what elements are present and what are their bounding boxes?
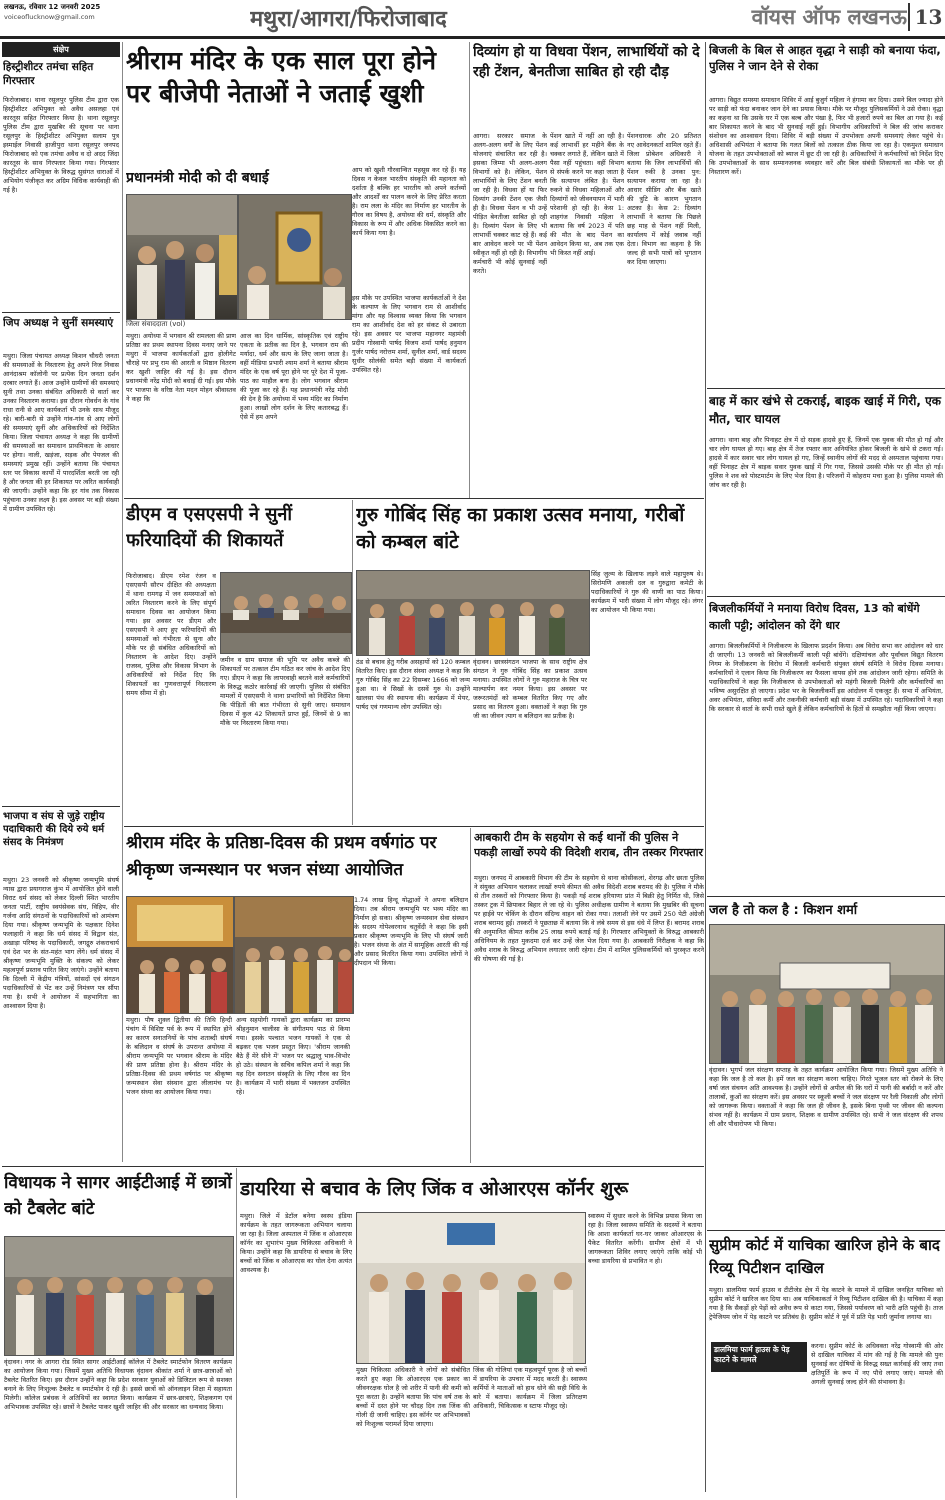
virodh-body: आगरा। बिजलीकर्मियों ने निजीकरण के खिलाफ प्रदर्शन किया। अब विरोध सभा कर आंदोलन को धार दी जाएगी। 13 जनवरी को बिजलीकर्मी काली पट्टी बांधेंगे। दक्षिणांचल और पूर्वांचल विद्युत वितरण निगम के निजीकरण के विरोध में बिजली कर्मचारी संयुक्त संघर्ष समिति ने विरोध दिवस मनाया। कर्मचारियों ने एलान किया कि निजीकरण का फैसला वापस होने तक आंदोलन जारी रहेगा। समिति के पदाधिकारियों ने कहा कि निजीकरण से उपभोक्ताओं को महंगी बिजली मिलेगी और कर्मचारियों का भविष्य असुरक्षित हो जाएगा। प्रदेश भर के बिजलीकर्मी इस आंदोलन में एकजुट हैं। सभा में अभियंता, अवर अभियंता, संविदा कर्मी और तकनीकी कर्मचारी बड़ी संख्या में उपस्थित रहे। पदाधिकारियों ने कहा कि सरकार से वार्ता के सभी रास्ते खुले हैं लेकिन कर्मचारियों के हितों से समझौता नहीं किया जाएगा। [709,642,943,713]
diarrhea-col1: मथुरा। जिले में डेटॉल बनेगा स्वस्थ इंडिया कार्यक्रम के तहत जागरूकता अभियान चलाया जा रहा है। जिला अस्पताल में जिंक व ओआरएस कॉर्नर का शुभारंभ मुख्य चिकित्सा अधिकारी ने किया। उन्होंने कहा कि डायरिया से बचाव के लिए बच्चों को जिंक व ओआरएस का घोल देना अत्यंत आवश्यक है। [240,1212,352,1274]
vidhayak-body: वृंदावन। नगर के आगरा रोड स्थित सागर आईटीआई कॉलेज में टैबलेट स्मार्टफोन वितरण कार्यक्रम का आयोजन किया गया। जिसमें मुख्य अतिथि विधायक वृंदावन श्रीकांत शर्मा ने छात्र-छात्राओं को टैबलेट वितरित किए। इस दौरान उन्होंने कहा कि प्रदेश सरकार युवाओं को डिजिटल रूप से सशक्त बनाने के लिए निःशुल्क टैबलेट व स्मार्टफोन दे रही है। इससे छात्रों को ऑनलाइन शिक्षा में सहायता मिलेगी। कॉलेज प्रबंधक ने अतिथियों का स्वागत किया। कार्यक्रम में छात्र-छात्राएं, शिक्षकगण एवं अभिभावक उपस्थित रहे। छात्रों ने टैबलेट पाकर खुशी जाहिर की और सरकार का धन्यवाद किया। [4,1358,232,1411]
jal-photo [709,924,945,1064]
lead-photo-right [238,194,352,320]
vidhayak-headline: विधायक ने सागर आईटीआई में छात्रों को टैबलेट बांटे [4,1173,232,1219]
diarrhea-col4: स्वास्थ्य में सुधार करने के विभिन्न प्रयास किया जा रहा है। जिला स्वास्थ्य समिति के सदस्यों ने बताया कि आशा कार्यकर्ता घर-घर जाकर ओआरएस के पैकेट वितरित करेंगी। ग्रामीण क्षेत्रों में भी जागरूकता शिविर लगाए जाएंगे ताकि कोई भी बच्चा डायरिया से प्रभावित न हो। [588,1212,702,1265]
devotees-photo [235,897,353,1013]
page-number: 13 [914,5,943,29]
dm-col2: जमीन व ग्राम समाज की भूमि पर अवैध कब्जे की शिकायतों पर तत्काल टीम गठित कर जांच के आदेश दिए गए। डीएम ने कहा कि लापरवाही बरतने वाले कर्मचारियों के विरुद्ध कठोर कार्रवाई की जाएगी। पुलिस से संबंधित मामलों में एसएसपी ने थाना प्रभारियों को निर्देशित किया कि पीड़ितों की बात गंभीरता से सुनी जाए। समाधान दिवस में कुल 42 शिकायतें प्राप्त हुईं, जिनमें से 9 का मौके पर निस्तारण किया गया। [220,656,350,727]
brief-3-body: मथुरा। 23 जनवरी को श्रीकृष्ण जन्मभूमि संघर्ष न्यास द्वारा प्रयागराज कुंभ में आयोजित होने वाली विराट धर्म संसद को लेकर दिल्ली स्थित भारतीय जनता पार्टी, राष्ट्रीय स्वयंसेवक संघ, विहिप, वीर गर्जना आदि संगठनों के पदाधिकारियों को आमंत्रण दिया गया। श्रीकृष्ण जन्मभूमि के पक्षकार दिनेश फलाहारी ने कहा कि धर्म संसद में विद्वान संत, अखाड़ा परिषद के पदाधिकारी, जगद्गुरु शंकराचार्य एवं देश भर के संत-महंत भाग लेंगे। धर्म संसद में श्रीकृष्ण जन्मभूमि मुक्ति के संकल्प को लेकर महत्वपूर्ण प्रस्ताव पारित किए जाएंगे। उन्होंने बताया कि दिल्ली में केंद्रीय मंत्रियों, सांसदों एवं संगठन पदाधिकारियों से भेंट कर उन्हें निमंत्रण पत्र सौंपा गया है। सभी ने आयोजन में सहभागिता का आश्वासन दिया है। [3,876,119,1010]
diarrhea-col1b [240,1366,352,1496]
lead-col2-text: आज का दिन धार्मिक, सांस्कृतिक एवं राष्ट्रीय एकता के प्रतीक का दिन है, भगवान राम की मर्यादा, धर्म और सत्य के लिए जाना जाता है। वहीं मीडिया प्रभारी श्याम शर्मा ने बताया श्रीराम मंदिर के एक वर्ष पूरा होने पर पूरे देश में पूजा-पाठ का माहौल बना है। लोग भगवान श्रीराम की पूजा कर रहे हैं। यह प्रधानमंत्री नरेंद्र मोदी की देन है कि अयोध्या में भव्य मंदिर का निर्माण हुआ। लाखों लोग दर्शन के लिए कतारबद्ध हैं। ऐसे में हम अपने [240,332,348,421]
brief-label: संक्षेप [2,42,120,57]
accident-body: आगरा। थाना बाह और पिनाहट क्षेत्र में दो सड़क हादसे हुए हैं, जिनमें एक युवक की मौत हो गई और चार लोग घायल हो गए। बाह क्षेत्र में तेज रफ्तार कार अनियंत्रित होकर बिजली के खंभे से टकरा गई। हादसे में कार सवार चार लोग घायल हो गए, जिन्हें स्थानीय लोगों की मदद से अस्पताल पहुंचाया गया। वहीं पिनाहट क्षेत्र में बाइक सवार युवक खाई में गिर गया, जिससे उसकी मौके पर ही मौत हो गई। पुलिस ने शव को पोस्टमार्टम के लिए भेज दिया है। परिजनों में कोहराम मचा हुआ है। पुलिस मामले की जांच कर रही है। [709,436,943,489]
guru-col3: सिंह जुल्म के खिलाफ लड़ने वाले महापुरुष थे। सिरोमणि अकाली दल व गुरुद्वारा कमेटी के पदाधिकारियों ने गुरु की वाणी का पाठ किया। कार्यक्रम में भारी संख्या में लोग मौजूद रहे। लंगर का आयोजन भी किया गया। [591,570,703,614]
column-rule [122,42,123,1162]
divider [707,596,945,597]
lead-headline: श्रीराम मंदिर के एक साल पूरा होने पर बीजेपी नेताओं ने जताई खुशी [126,46,437,108]
divider [707,1230,945,1231]
column-rule [705,42,706,1492]
ors-corner-photo [357,1213,585,1363]
divyang-headline: दिव्यांग हो या विधवा पेंशन, लाभार्थियों को दे रही टेंशन, बेनतीजा साबित हो रही दौड़ [473,44,700,80]
pratishtha-col1: मथुरा। पौष शुक्ल द्वितीया की तिथि हिन्दी पंचांग में विशिष्ट पर्व के रूप में स्थापित होने का कारण सनातनियों के पांच शताब्दी संघर्ष के बलिदान व संघर्ष के उपरान्त अयोध्या में श्रीराम जन्मभूमि पर भगवान श्रीराम के मंदिर की प्राण प्रतिष्ठा होना है। श्रीराम मंदिर के प्रतिष्ठा-दिवस की प्रथम वर्षगांठ पर श्रीकृष्ण जन्मस्थान सेवा संस्थान द्वारा लीलामंच पर भजन संध्या का आयोजन किया गया। [126,1016,232,1096]
tablet-distribution-photo [5,1237,233,1355]
brief-1-title: हिस्ट्रीशीटर तमंचा सहित गिरफ्तार [3,61,94,87]
divider [124,498,704,499]
lead-subhead: प्रधानमंत्री मोदी को दी बधाई [126,170,269,186]
dm-photo [220,572,352,654]
supreme-highlight-box: डालमिया फार्म हाउस के पेड़ काटने के मामले [711,1342,807,1372]
abkari-headline: आबकारी टीम के सहयोग से कई थानों की पुलिस ने पकड़ी लाखों रुपये की विदेशी शराब, तीन तस्कर गिरफ्तार [474,831,703,859]
brief-3-title: भाजपा व संघ से जुड़े राष्ट्रीय पदाधिकारी की दिये रुये धर्म संसद के निमंत्रण [3,811,105,848]
divider [2,806,120,807]
dm-meeting-photo [221,573,351,653]
guru-photo [356,570,590,656]
diarrhea-photo [356,1212,586,1364]
date-block [4,2,134,30]
bijli-body: आगरा। विद्युत समस्या समाधान शिविर में आई बुजुर्ग महिला ने हंगामा कर दिया। उसने बिल ज्यादा होने पर साड़ी को फंदा बनाकर जान देने का प्रयास किया। मौके पर मौजूद पुलिसकर्मियों ने उसे रोका। वृद्धा का कहना था कि उसके घर में एक बल्ब और पंखा है, फिर भी हजारों रुपये का बिल आ गया है। कई बार शिकायत करने के बाद भी सुनवाई नहीं हुई। विभागीय अधिकारियों ने बिल की जांच कराकर संशोधन का आश्वासन दिया। शिविर में बड़ी संख्या में उपभोक्ता अपनी समस्याएं लेकर पहुंचे थे। अधिशासी अभियंता ने बताया कि गलत बिलों को तत्काल ठीक किया जा रहा है। एकमुश्त समाधान योजना के तहत उपभोक्ताओं को ब्याज में छूट दी जा रही है। अधिकारियों ने कर्मचारियों को निर्देश दिए कि उपभोक्ताओं के साथ सम्मानजनक व्यवहार करें और बिल संबंधी शिकायतों का मौके पर ही निस्तारण करें। [709,96,943,176]
lead-photo [126,194,238,320]
lead-main-text: मथुरा। अयोध्या में भगवान श्री रामलला की प्राण प्रतिष्ठा का प्रथम स्थापना दिवस मनाए जाने पर मथुरा में भाजपा कार्यकर्ताओं द्वारा होलीगेट चौराहे पर प्रभु राम की आरती व मिष्ठान वितरण कर खुशी जाहिर की गई है। इस दौरान प्रधानमंत्री नरेंद्र मोदी को बधाई दी गई। इस मौके पर भाजपा के वरिष्ठ नेता मदन मोहन श्रीवास्तव ने कहा कि [126,332,236,403]
divider [707,896,945,897]
pratishtha-col3: 1.74 लाख हिन्दू योद्धाओं ने अपना बलिदान दिया। तब श्रीराम जन्मभूमि पर भव्य मंदिर का निर्माण हो सका। श्रीकृष्ण जन्मस्थान सेवा संस्थान के सदस्य गोपेश्वरनाथ चतुर्वेदी ने कहा कि इसी प्रकार श्रीकृष्ण जन्मभूमि के लिए भी संघर्ष जारी है। भजन संध्या के अंत में सामूहिक आरती की गई और प्रसाद वितरित किया गया। उपस्थित लोगों ने दीपदान भी किया। [354,896,468,967]
divider [2,312,120,313]
email-text: voiceoflucknow@gmail.com [4,13,95,21]
paper-name: वॉयस ऑफ लखनऊ [751,4,907,29]
bhajan-stage-photo [127,897,233,1013]
guru-col1: ठंड से बचाव हेतु गरीब असहायों को 120 कम्बल वितरित किए। इस दौरान संस्था अध्यक्ष ने कहा कि गुरु गोबिंद सिंह का 22 दिसम्बर 1666 को जन्म हुआ था। वे सिखों के दसवें गुरु थे। उन्होंने खालसा पंथ की स्थापना की। कार्यक्रम में मेयर, पार्षद एवं गणमान्य लोग उपस्थित रहे। [356,658,470,711]
supreme-body2: करना। सुप्रीम कोर्ट के अधिवक्ता नरेंद्र गोस्वामी की ओर से दाखिल याचिका में मांग की गई है कि मामले की पुनः सुनवाई कर दोषियों के विरुद्ध सख्त कार्रवाई की जाए तथा क्षतिपूर्ति के रूप में नए पौधे लगाए जाएं। मामले की अगली सुनवाई जल्द होने की संभावना है। [811,1342,943,1386]
ram-portrait-photo [239,195,351,319]
lead-col3-text: इस मौके पर उपस्थित भाजपा कार्यकर्ताओं ने देश के कल्याण के लिए भगवान राम से आशीर्वाद मांगा और यह विश्वास व्यक्त किया कि भगवान राम का आशीर्वाद देश को हर संकट से उबारता रहे। इस अवसर पर भाजपा महानगर महामंत्री प्रदीप गोस्वामी पार्षद विजय शर्मा पार्षद हनुमान गुर्जर पार्षद नरोत्तम शर्मा, सुनील शर्मा, वार्ड सदस्य सुधीर सोलंकी समेत बड़ी संख्या में कार्यकर्ता उपस्थित रहे। [352,294,466,374]
supreme-body3 [709,1376,807,1496]
masthead-separator [908,3,910,31]
divyang-col3: पेंशनधारक और 20 प्रतिशत नए आवेदनकर्ता शामिल रहते हैं। जिला प्रोबेशन अधिकारी ने बताया कि जिन लाभार्थियों की पेंशन रुकी है उनका पुन: सत्यापन कराया जा रहा है। आधार सीडिंग और बैंक खाते की त्रुटि के कारण भुगतान अटका है। केस 2: दिव्यांग लाभार्थी ने बताया कि पिछले छह माह से पेंशन नहीं मिली, कार्यालय में कोई जवाब नहीं देता। विभाग का कहना है कि जल्द ही सभी पात्रों को भुगतान कर दिया जाएगा। [627,132,701,266]
divyang-col1: आगरा। सरकार समाज के अलग-अलग वर्गों के लिए पेंशन योजनाएं संचालित कर रही है। इसका जिम्मा भी अलग-अलग विभागों को है। लेकिन, पेंशन लाभार्थियों के लिए टेंशन बनती जा रही है। विधवा हों या फिर दिव्यांग उनकी टेंशन एक जैसी ही है। विधवा पेंशन व भी उन्हें पीड़ित बेनतीजा साबित हो रही है। दिव्यांग पेंशन के लिए भी लाभार्थी चक्कर काट रहे हैं। कई बार आवेदन करने पर भी पेंशन स्वीकृत नहीं हो रही है। विभागीय कर्मचारी भी कोई सुनवाई नहीं करते। [473,132,547,275]
vidhayak-photo [4,1236,234,1356]
pratishtha-headline: श्रीराम मंदिर के प्रतिष्ठा-दिवस की प्रथम वर्षगांठ पर श्रीकृष्ण जन्मस्थान पर भजन संध्या आयोजित [126,833,437,880]
pratishtha-photo [126,896,234,1014]
jal-body: वृंदावन। भूगर्भ जल संरक्षण सप्ताह के तहत कार्यक्रम आयोजित किया गया। जिसमें मुख्य अतिथि ने कहा कि जल है तो कल है। हमें जल का संरक्षण करना चाहिए। गिरते भूजल स्तर को रोकने के लिए वर्षा जल संचयन अति आवश्यक है। उन्होंने लोगों से अपील की कि घरों में पानी की बर्बादी न करें और तालाबों, कुओं का संरक्षण करें। इस अवसर पर स्कूली बच्चों ने जल संरक्षण पर रैली निकाली और लोगों को जागरूक किया। वक्ताओं ने कहा कि जल ही जीवन है, इसके बिना पृथ्वी पर जीवन की कल्पना संभव नहीं है। कार्यक्रम में ग्राम प्रधान, शिक्षक व ग्रामीण उपस्थित रहे। सभी ने जल संरक्षण की शपथ ली और पौधारोपण भी किया। [709,1066,943,1128]
brief-2-body: मथुरा। जिला पंचायत अध्यक्ष किशन चौधरी जनता की समस्याओं के निस्तारण हेतु अपने निज निवास आनंदाश्रम कॉलोनी पर प्रत्येक दिन जनता दर्शन दरबार लगाते हैं। आज उन्होंने ग्रामीणों की समस्याएं सुनी तथा उनका संबंधित अधिकारी से वार्ता कर उनका निस्तारण कराया। इस दौरान गोवर्धन के गांव राधा रानी से आए कार्यकर्ता भी उनके साथ मौजूद रहे। बारी-बारी से उन्होंने गांव-गांव से आए लोगों की समस्याएं सुनीं और अधिकारियों को निर्देशित किया। जिला पंचायत अध्यक्ष ने कहा कि ग्रामीणों की समस्याओं का समाधान प्राथमिकता के आधार पर होगा। नाली, खड़ंजा, सड़क और पेयजल की समस्याएं प्रमुख रहीं। उन्होंने बताया कि पंचायत स्तर पर विकास कार्यों में पारदर्शिता बरती जा रही है और जनता की हर शिकायत पर त्वरित कार्यवाही की जाएगी। उन्होंने कहा कि हर गांव तक विकास पहुंचाना उनका लक्ष्य है। इस अवसर पर बड़ी संख्या में ग्रामीण उपस्थित रहे। [3,352,119,513]
diarrhea-col2: मुख्य चिकित्सा अधिकारी ने लोगों को संबोधित करते हुए कहा कि ओआरएस एक प्रकार का जीवनरक्षक घोल है जो शरीर में पानी की कमी को पूरा करता है। उन्होंने बताया कि पांच वर्ष तक के बच्चों में दस्त होने पर चौदह दिन तक जिंक की गोली दी जानी चाहिए। इस कॉर्नर पर अभिभावकों को निःशुल्क परामर्श दिया जाएगा। [356,1366,470,1428]
accident-headline: बाह में कार खंभे से टकराई, बाइक खाई में गिरी, एक मौत, चार घायल [709,394,941,426]
masthead-rule [0,36,945,39]
brief-1-body: फिरोजाबाद। थाना रसूलपुर पुलिस टीम द्वारा एक हिस्ट्रीशीटर अभियुक्त को अवैध असलहा एवं कारतूस सहित गिरफ्तार किया है। थाना रसूलपुर पुलिस टीम द्वारा मुखबिर की सूचना पर थाना रसूलपुर के हिस्ट्रीशीटर अभियुक्त सलाम पुत्र इस्माईल निवासी हाजीपुरा थाना रसूलपुर जनपद फिरोजाबाद को एक तमंचा अवैध व दो अदद जिंदा कारतूस के साथ गिरफ्तार किया गया। गिरफ्तार हिस्ट्रीशीटर अभियुक्त के विरुद्ध सुसंगत धाराओं में अभियोग पंजीकृत कर अग्रिम विधिक कार्यवाही की गई है। [3,96,119,194]
divider [124,826,704,827]
supreme-headline: सुप्रीम कोर्ट में याचिका खारिज होने के बाद रिव्यू पिटीशन दाखिल [709,1236,940,1277]
guru-col2: वृंदावन। छात्रसंगठन भाजपा के साथ राष्ट्रीय क्षेत्र संगठन ने गुरु गोबिंद सिंह का प्रकाश उत्सव मनाया। उपस्थित लोगों ने गुरु महाराज के चित्र पर माल्यार्पण कर नमन किया। इस अवसर पर जरूरतमंदों को कम्बल वितरित किए गए और प्रसाद का वितरण हुआ। वक्ताओं ने कहा कि गुरु जी का जीवन त्याग व बलिदान का प्रतीक है। [473,658,587,720]
bijli-headline: बिजली के बिल से आहत वृद्धा ने साड़ी को बनाया फंदा, पुलिस ने जान देने से रोका [709,43,941,73]
lead-col1-text: आप को खुशी गौरवान्वित महसूस कर रहे हैं। यह दिवस न केवल भारतीय संस्कृति की महानता को दर्शाता है बल्कि हर भारतीय को अपने कर्तव्यों और आदर्शों का पालन करने के लिए प्रेरित करता है। राम लला के मंदिर का निर्माण हर भारतीय के गौरव का विषय है, अयोध्या की धर्म, संस्कृति और विकास के रूप में और अधिक विकसित करने का कार्य किया गया है। [352,166,466,237]
guru-headline: गुरु गोबिंद सिंह का प्रकाश उत्सव मनाया, गरीबों को कम्बल बांटे [356,504,685,553]
column-rule [469,42,470,498]
section-title: मथुरा/आगरा/फिरोजाबाद [250,6,447,32]
dm-col1: फिरोजाबाद। डीएम रमेश रंजन व एसएसपी सौरभ दीक्षित की अध्यक्षता में थाना रामगढ़ में जन समस्याओं को त्वरित निस्तारण करने के लिए संपूर्ण समाधान दिवस का आयोजन किया गया। इस अवसर पर डीएम और एसएसपी ने आए हुए फरियादियों की समस्याओं को गंभीरता से सुना और मौके पर ही संबंधित अधिकारियों को निस्तारण के आदेश दिए। उन्होंने राजस्व, पुलिस और विकास विभाग के अधिकारियों को निर्देश दिए कि शिकायतों का गुणवत्तापूर्ण निस्तारण समय सीमा में हो। [126,572,216,697]
pratishtha-col2: अन्य सहयोगी गायकों द्वारा कार्यक्रम का प्रारम्भ श्रीहनुमान चालीसा के संगीतमय पाठ से किया गया। इसके पश्चात भजन गायकों ने एक से बढ़कर एक भजन प्रस्तुत किए। 'श्रीराम जानकी बैठे हैं मेरे सीने में' भजन पर श्रद्धालु भाव-विभोर हो उठे। संस्थान के सचिव कपिल शर्मा ने कहा कि यह दिन सनातन संस्कृति के लिए गौरव का दिन है। कार्यक्रम में भारी संख्या में भक्तजन उपस्थित रहे। [236,1016,350,1096]
column-rule [470,828,471,1163]
lead-photo-caption: जिला संवाददाता (vol) [126,320,186,328]
divyang-col2: पेंशन खाते में नहीं आ रही है। कई लाभार्थी हर महीने बैंक के चक्कर लगाते हैं, लेकिन खाते में पैसा नहीं पहुंचता। वहीं विभाग से संपर्क करने पर कहा जाता है कि सत्यापन लंबित है। पेंशन रुकने से विधवा महिलाओं और दिव्यांगों को जीवनयापन में भारी परेशानी हो रही है। केस 1: शाहगंज निवासी महिला ने बताया कि वर्ष 2023 में पति की मौत के बाद पेंशन का आवेदन किया था, अब तक एक भी किस्त नहीं आई। [550,132,624,257]
virodh-headline: बिजलीकर्मियों ने मनाया विरोध दिवस, 13 को बांधेंगे काली पट्टी; आंदोलन को देंगे धार [709,602,920,632]
brief-2-title: जिप अध्यक्ष ने सुनीं समस्याएं [3,317,114,329]
column-rule [236,1168,237,1498]
dm-headline: डीएम व एसएसपी ने सुनीं फरियादियों की शिकायतें [126,504,293,551]
blanket-distribution-photo [357,571,589,655]
jal-headline: जल है तो कल है : किशन शर्मा [709,903,858,918]
abkari-body: मथुरा। जनपद में आबकारी विभाग की टीम के सहयोग से थाना कोसीकलां, शेरगढ़ और छाता पुलिस ने संयुक्त अभियान चलाकर लाखों रुपये कीमत की अवैध विदेशी शराब बरामद की है। पुलिस ने मौके से तीन तस्करों को गिरफ्तार किया है। पकड़ी गई शराब हरियाणा प्रांत में बिक्री हेतु निर्मित थी, जिसे तस्कर ट्रक में छिपाकर बिहार ले जा रहे थे। पुलिस अधीक्षक ग्रामीण ने बताया कि मुखबिर की सूचना पर हाईवे पर चेकिंग के दौरान संदिग्ध वाहन को रोका गया। तलाशी लेने पर उसमें 250 पेटी अंग्रेजी शराब बरामद हुई। तस्करों ने पूछताछ में बताया कि वे लंबे समय से इस धंधे में लिप्त हैं। बरामद शराब की अनुमानित कीमत करीब 25 लाख रुपये बताई गई है। गिरफ्तार अभियुक्तों के विरुद्ध आबकारी अधिनियम के तहत मुकदमा दर्ज कर उन्हें जेल भेज दिया गया है। आबकारी निरीक्षक ने कहा कि अवैध शराब के विरुद्ध अभियान लगातार जारी रहेगा। टीम में शामिल पुलिसकर्मियों को पुरस्कृत करने की घोषणा की गई है। [474,874,704,963]
water-rally-photo [710,925,944,1063]
divider [2,1166,704,1167]
diarrhea-col3: जिंक की गोलियां एक महत्वपूर्ण पूरक है जो बच्चों में डायरिया के उपचार में मदद करती है। स्वास्थ्य कर्मियों ने माताओं को हाथ धोने की सही विधि के बारे में बताया। कार्यक्रम में जिला प्रतिरक्षण अधिकारी, चिकित्सक व स्टाफ मौजूद रहे। [473,1366,587,1410]
lead-photo-scene [127,195,237,319]
diarrhea-headline: डायरिया से बचाव के लिए जिंक व ओआरएस कॉर्नर शुरू [240,1178,629,1200]
date-line: लखनऊ, रविवार 12 जनवरी 2025 [4,3,101,11]
pratishtha-photo-2 [234,896,354,1014]
supreme-body: मथुरा। डालमिया फार्म हाउस व टीटीजेड क्षेत्र में पेड़ काटने के मामले में दाखिल जनहित याचिका को सुप्रीम कोर्ट ने खारिज कर दिया था। अब याचिकाकर्ता ने रिव्यू पिटीशन दाखिल की है। याचिका में कहा गया है कि सैकड़ों हरे पेड़ों को अवैध रूप से काटा गया, जिससे पर्यावरण को भारी क्षति पहुंची है। ताज ट्रेपेजियम जोन में पेड़ काटने पर प्रतिबंध है। सुप्रीम कोर्ट ने पूर्व में प्रति पेड़ भारी जुर्माना लगाया था। [709,1286,943,1321]
divider [707,388,945,389]
column-rule [352,500,353,825]
